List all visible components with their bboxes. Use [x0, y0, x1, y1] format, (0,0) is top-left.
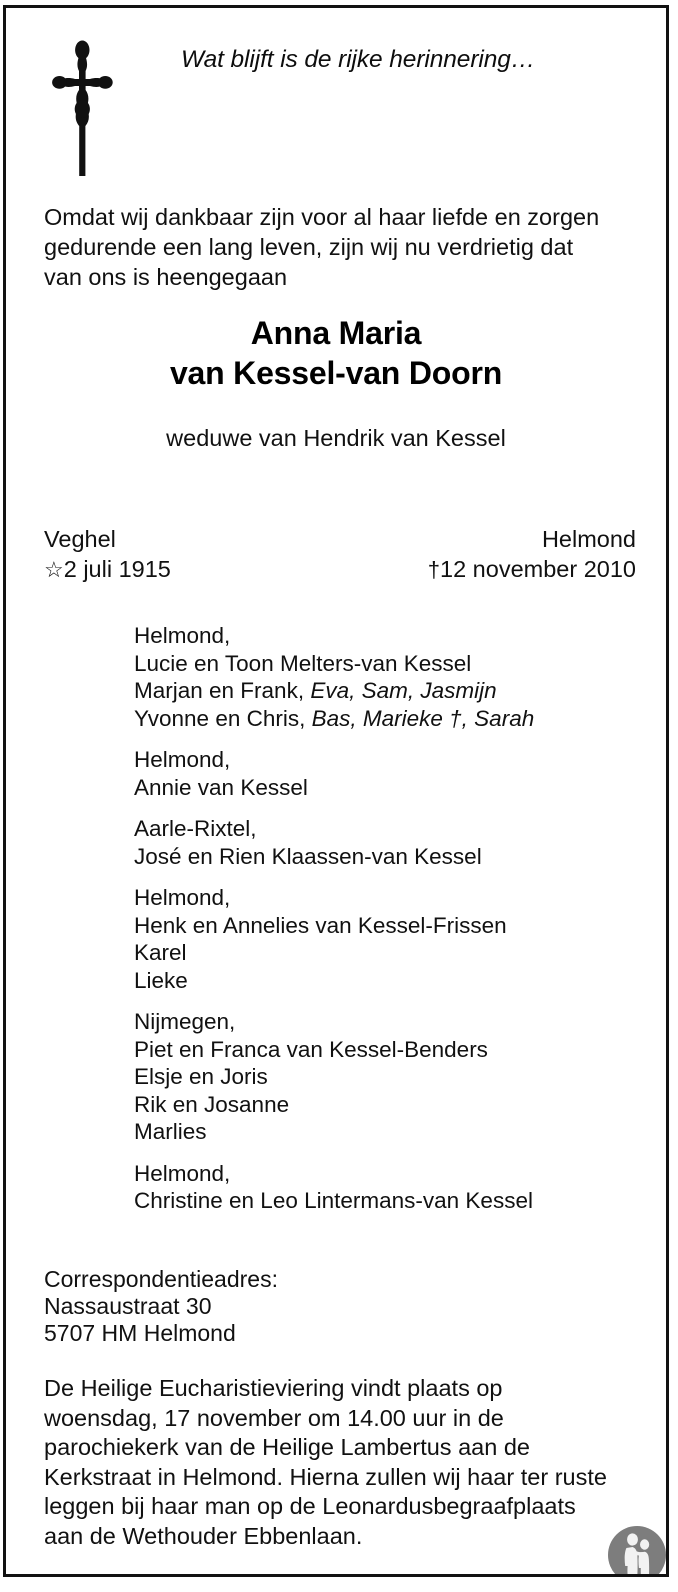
service-details-paragraph	[44, 1374, 636, 1551]
star-icon: ☆	[44, 557, 64, 582]
family-member-line	[134, 1091, 634, 1119]
crucifix-icon	[46, 30, 120, 182]
family-member-name: Annie van Kessel	[134, 774, 308, 800]
family-group	[134, 1160, 634, 1215]
funeral-home-logo	[608, 1526, 666, 1577]
intro-paragraph	[44, 202, 636, 292]
family-member-name: José en Rien Klaassen-van Kessel	[134, 843, 482, 869]
card-header	[6, 8, 666, 186]
dagger-icon: †	[427, 557, 441, 582]
motto-text: Wat blijft is de rijke herinnering…	[181, 46, 536, 73]
places-row	[44, 524, 636, 554]
family-place: Helmond,	[134, 1160, 231, 1186]
grandchildren-names: Bas, Marieke †, Sarah	[311, 705, 535, 731]
family-member-line	[134, 912, 634, 940]
correspondence-city: 5707 HM Helmond	[44, 1320, 236, 1346]
relation-text: weduwe van Hendrik van Kessel	[166, 425, 506, 451]
family-group	[134, 1008, 634, 1146]
family-member-line	[134, 939, 634, 967]
birth-death-block	[44, 524, 636, 585]
family-member-line	[134, 1187, 634, 1215]
family-group	[134, 815, 634, 870]
family-member-name: Christine en Leo Lintermans-van Kessel	[134, 1188, 533, 1213]
correspondence-label: Correspondentieadres:	[44, 1266, 278, 1292]
death-date-group	[428, 554, 636, 585]
death-place: Helmond	[541, 526, 636, 552]
family-member-name: Elsje en Joris	[134, 1064, 268, 1089]
family-member-line	[134, 967, 634, 995]
family-member-line	[134, 650, 634, 678]
service-line-1: De Heilige Eucharistieviering vindt plaats op	[44, 1375, 503, 1401]
deceased-name	[6, 313, 666, 393]
card-inner	[6, 8, 666, 1574]
family-group	[134, 884, 634, 994]
intro-line-3: van ons is heengegaan	[44, 264, 288, 290]
service-line-2: woensdag, 17 november om 14.00 uur in de	[44, 1404, 504, 1431]
memorial-card	[3, 5, 669, 1577]
family-place: Nijmegen,	[134, 1009, 236, 1034]
family-member-name: Lieke	[134, 967, 188, 993]
deceased-first-names: Anna Maria	[250, 315, 422, 351]
service-line-6: aan de Wethouder Ebbenlaan.	[44, 1522, 363, 1549]
family-place: Helmond,	[134, 747, 231, 772]
family-member-name: Marjan en Frank,	[134, 678, 311, 703]
family-member-line	[134, 677, 634, 705]
intro-line-1: Omdat wij dankbaar zijn voor al haar liefde en zorgen	[44, 204, 600, 230]
family-member-line	[134, 843, 634, 871]
family-member-line	[134, 1063, 634, 1091]
birth-date-group	[44, 554, 171, 585]
service-line-5: leggen bij haar man op de Leonardusbegraafplaats	[44, 1493, 576, 1519]
family-member-line	[134, 774, 634, 802]
family-member-name: Karel	[134, 940, 187, 965]
family-member-name: Rik en Josanne	[134, 1091, 290, 1117]
family-member-name: Marlies	[134, 1119, 207, 1144]
family-member-line	[134, 1118, 634, 1146]
deceased-surname: van Kessel-van Doorn	[169, 355, 503, 391]
correspondence-street: Nassaustraat 30	[44, 1293, 212, 1319]
family-group	[134, 622, 634, 732]
family-member-name: Piet en Franca van Kessel-Benders	[134, 1036, 488, 1062]
family-member-line	[134, 1036, 634, 1064]
family-member-name: Lucie en Toon Melters-van Kessel	[134, 650, 472, 676]
grandchildren-names: Eva, Sam, Jasmijn	[310, 678, 497, 703]
family-member-name: Yvonne en Chris,	[134, 705, 312, 731]
correspondence-address	[44, 1266, 636, 1347]
family-place: Helmond,	[134, 885, 231, 910]
family-place: Helmond,	[134, 623, 231, 648]
service-line-4: Kerkstraat in Helmond. Hierna zullen wij haar ter ruste	[44, 1463, 607, 1490]
family-group	[134, 746, 634, 801]
intro-line-2: gedurende een lang leven, zijn wij nu verdrietig dat	[44, 234, 574, 260]
dates-row	[44, 554, 636, 585]
family-member-line	[134, 705, 634, 733]
birth-place: Veghel	[44, 526, 116, 552]
service-line-3: parochiekerk van de Heilige Lambertus aan de	[44, 1434, 530, 1460]
birth-date: 2 juli 1915	[63, 556, 171, 582]
family-place: Aarle-Rixtel,	[134, 816, 257, 841]
surviving-family-list	[134, 622, 634, 1215]
family-member-name: Henk en Annelies van Kessel-Frissen	[134, 912, 507, 938]
death-date: 12 november 2010	[440, 556, 636, 582]
